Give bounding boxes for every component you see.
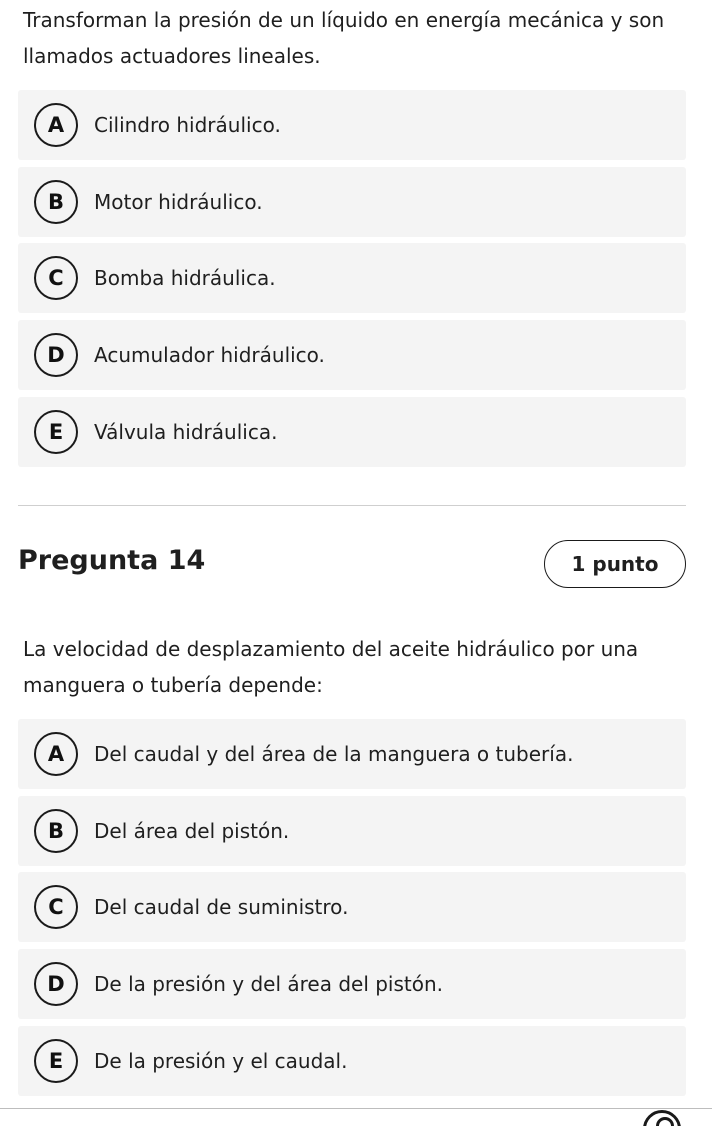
question-title: Pregunta 14	[18, 545, 206, 576]
option-label: De la presión y del área del pistón.	[94, 972, 444, 996]
option-letter-badge: A	[34, 103, 78, 147]
option-letter-badge: C	[34, 885, 78, 929]
q14-option-b[interactable]	[18, 796, 686, 866]
option-letter-badge: E	[34, 410, 78, 454]
option-letter-badge: E	[34, 1039, 78, 1083]
q14-option-a[interactable]	[18, 719, 686, 789]
option-label: Del caudal y del área de la manguera o tubería.	[94, 742, 574, 766]
option-label: Del caudal de suministro.	[94, 895, 349, 919]
footer-divider	[0, 1108, 712, 1109]
q13-option-d[interactable]	[18, 320, 686, 390]
option-label: Acumulador hidráulico.	[94, 343, 325, 367]
user-circle-icon[interactable]	[643, 1110, 681, 1126]
question-13-text: Transforman la presión de un líquido en energía mecánica y son llamados actuadores lineales.	[23, 8, 665, 68]
q13-option-e[interactable]	[18, 397, 686, 467]
option-letter-badge: B	[34, 809, 78, 853]
option-label: Motor hidráulico.	[94, 190, 263, 214]
option-label: Cilindro hidráulico.	[94, 113, 281, 137]
option-label: Del área del pistón.	[94, 819, 290, 843]
option-label: De la presión y el caudal.	[94, 1049, 348, 1073]
points-badge: 1 punto	[544, 540, 686, 588]
q13-option-c[interactable]	[18, 243, 686, 313]
q14-option-d[interactable]	[18, 949, 686, 1019]
option-letter-badge: D	[34, 962, 78, 1006]
option-letter-badge: B	[34, 180, 78, 224]
q14-option-e[interactable]	[18, 1026, 686, 1096]
option-label: Válvula hidráulica.	[94, 420, 278, 444]
option-letter-badge: A	[34, 732, 78, 776]
option-label: Bomba hidráulica.	[94, 266, 276, 290]
option-letter-badge: D	[34, 333, 78, 377]
q14-option-c[interactable]	[18, 872, 686, 942]
section-divider	[18, 505, 686, 506]
question-14-text: La velocidad de desplazamiento del aceite hidráulico por una manguera o tubería depende:	[23, 637, 639, 697]
q13-option-a[interactable]	[18, 90, 686, 160]
q13-option-b[interactable]	[18, 167, 686, 237]
option-letter-badge: C	[34, 256, 78, 300]
